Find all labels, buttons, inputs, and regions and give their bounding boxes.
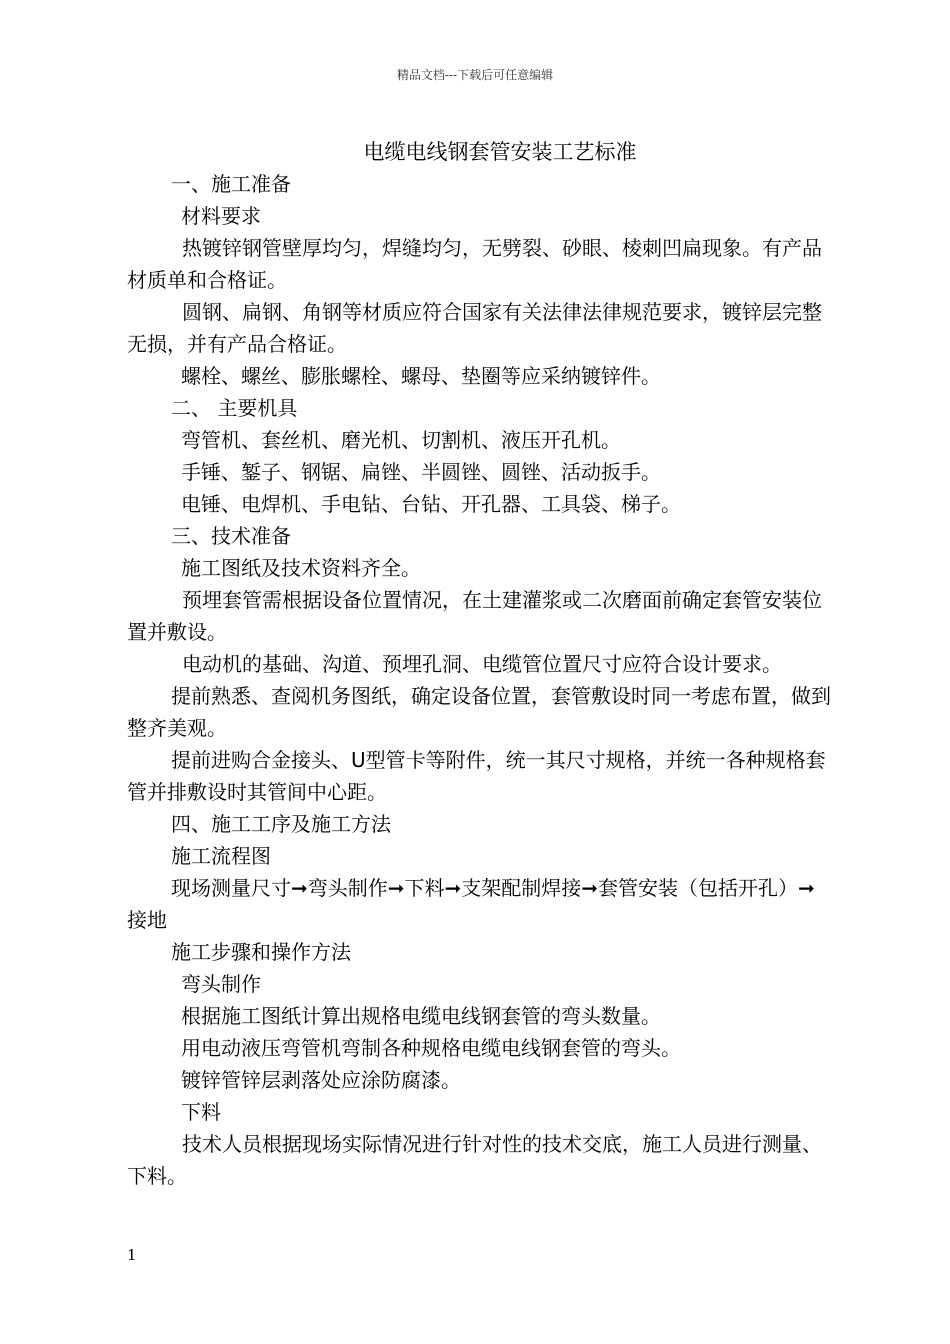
paragraph: 提前进购合金接头、U型管卡等附件，统一其尺寸规格，并统一各种规格套管并排敷设时其管间中心距。 bbox=[127, 748, 826, 804]
paragraph: 二、 主要机具 bbox=[171, 396, 298, 420]
paragraph: 手锤、錾子、钢锯、扁锉、半圆锉、圆锉、活动扳手。 bbox=[181, 460, 661, 484]
paragraph: 一、施工准备 bbox=[171, 172, 291, 196]
paragraph: 预埋套管需根据设备位置情况，在土建灌浆或二次磨面前确定套管安装位置并敷设。 bbox=[127, 588, 822, 644]
paragraph: 螺栓、螺丝、膨胀螺栓、螺母、垫圈等应采纳镀锌件。 bbox=[181, 364, 661, 388]
paragraph: 弯管机、套丝机、磨光机、切割机、液压开孔机。 bbox=[181, 428, 621, 452]
paragraph: 施工流程图 bbox=[171, 844, 271, 868]
paragraph: 三、技术准备 bbox=[171, 524, 291, 548]
paragraph: 用电动液压弯管机弯制各种规格电缆电线钢套管的弯头。 bbox=[181, 1036, 681, 1060]
document-body bbox=[127, 168, 832, 1192]
paragraph: 施工图纸及技术资料齐全。 bbox=[181, 556, 421, 580]
paragraph: 圆钢、扁钢、角钢等材质应符合国家有关法律法律规范要求，镀锌层完整无损，并有产品合格证。 bbox=[127, 300, 822, 356]
paragraph: 技术人员根据现场实际情况进行针对性的技术交底，施工人员进行测量、下料。 bbox=[127, 1132, 822, 1188]
paragraph: 现场测量尺寸➞弯头制作➞下料➞支架配制焊接➞套管安装（包括开孔）➞接地 bbox=[127, 876, 815, 932]
document-title: 电缆电线钢套管安装工艺标准 bbox=[363, 140, 637, 164]
paragraph: 热镀锌钢管壁厚均匀，焊缝均匀，无劈裂、砂眼、棱刺凹扁现象。有产品材质单和合格证。 bbox=[127, 236, 822, 292]
paragraph: 镀锌管锌层剥落处应涂防腐漆。 bbox=[181, 1068, 461, 1092]
paragraph: 电锤、电焊机、手电钻、台钻、开孔器、工具袋、梯子。 bbox=[181, 492, 681, 516]
paragraph: 材料要求 bbox=[181, 204, 261, 228]
page-number: 1 bbox=[127, 1246, 137, 1264]
page-header: 精品文档---下载后可任意编辑 bbox=[396, 68, 554, 82]
paragraph: 弯头制作 bbox=[181, 972, 261, 996]
paragraph: 根据施工图纸计算出规格电缆电线钢套管的弯头数量。 bbox=[181, 1004, 661, 1028]
paragraph: 提前熟悉、查阅机务图纸，确定设备位置，套管敷设时同一考虑布置，做到整齐美观。 bbox=[127, 684, 831, 740]
paragraph: 电动机的基础、沟道、预埋孔洞、电缆管位置尺寸应符合设计要求。 bbox=[182, 652, 782, 676]
paragraph: 四、施工工序及施工方法 bbox=[171, 812, 391, 836]
paragraph: 下料 bbox=[181, 1100, 221, 1124]
paragraph: 施工步骤和操作方法 bbox=[171, 940, 351, 964]
